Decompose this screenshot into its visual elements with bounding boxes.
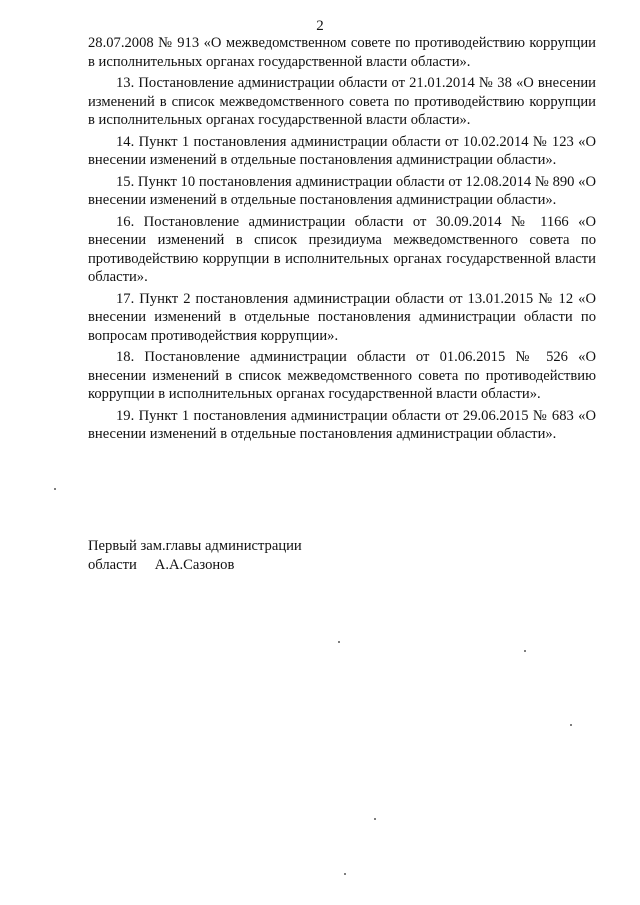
signature-name: А.А.Сазонов bbox=[154, 556, 235, 573]
list-item-19: 19. Пункт 1 постановления администрации области от 29.06.2015 № 683 «О внесении изменений в отдельные постановления администрации области». bbox=[88, 407, 596, 442]
list-item-15: 15. Пункт 10 постановления администрации области от 12.08.2014 № 890 «О внесении изменений в отдельные постановления администрации области». bbox=[88, 173, 596, 208]
list-item-14: 14. Пункт 1 постановления администрации области от 10.02.2014 № 123 «О внесении изменений в отдельные постановления администрации области». bbox=[88, 133, 596, 168]
scan-speck bbox=[374, 818, 376, 820]
list-item-17: 17. Пункт 2 постановления администрации области от 13.01.2015 № 12 «О внесении изменений в отдельные постановления администрации области по вопросам противодействия коррупции». bbox=[88, 290, 596, 344]
signature-org: области bbox=[88, 556, 137, 573]
list-item-16: 16. Постановление администрации области от 30.09.2014 № 1166 «О внесении изменений в список президиума межведомственного совета по противодействию коррупции в исполнительных органах государственной власти области». bbox=[88, 213, 596, 285]
scan-speck bbox=[338, 641, 340, 643]
paragraph-continuation: 28.07.2008 № 913 «О межведомственном совете по противодействию коррупции в исполнительных органах государственной власти области». bbox=[88, 35, 596, 70]
page-number: 2 bbox=[316, 18, 324, 34]
scan-speck bbox=[344, 873, 346, 875]
signature-line bbox=[88, 556, 508, 575]
scan-speck bbox=[524, 650, 526, 652]
scan-speck bbox=[54, 488, 56, 490]
scan-speck bbox=[570, 724, 572, 726]
list-item-13: 13. Постановление администрации области от 21.01.2014 № 38 «О внесении изменений в список межведомственного совета по противодействию коррупции в исполнительных органах государственной власти области». bbox=[88, 75, 596, 128]
document-body bbox=[88, 34, 596, 447]
signature-block bbox=[88, 537, 508, 574]
list-item-18: 18. Постановление администрации области от 01.06.2015 № 526 «О внесении изменений в список межведомственного совета по противодействию коррупции в исполнительных органах государственной власти области». bbox=[88, 349, 596, 402]
signature-position: Первый зам.главы администрации bbox=[88, 538, 302, 554]
